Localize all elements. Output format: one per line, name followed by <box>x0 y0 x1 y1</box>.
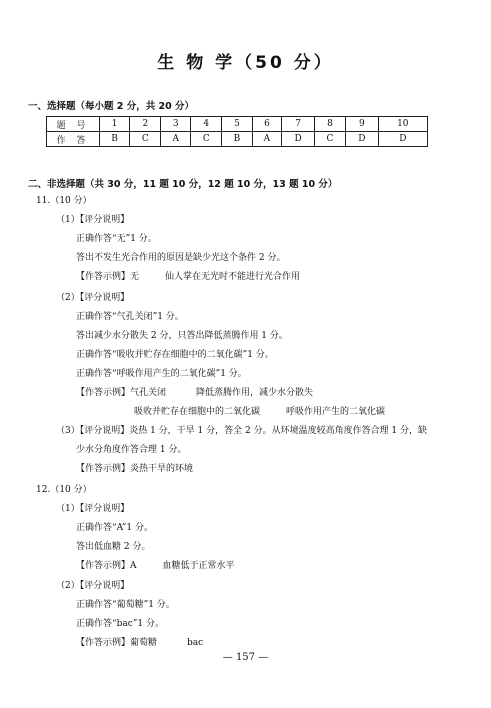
table-cell: A <box>161 132 191 147</box>
table-cell: 9 <box>346 117 379 132</box>
q11-part3-line: （3）【评分说明】炎热 1 分，干旱 1 分，答全 2 分。从环境温度较高角度作答合理 1 分，缺 <box>56 426 428 436</box>
example-answer: 呼吸作用产生的二氧化碳 <box>286 407 386 417</box>
question-11-heading: 11.（10 分） <box>36 196 92 206</box>
q12-part2-line: 正确作答“葡萄糖”1 分。 <box>76 600 175 610</box>
q11-part3-line: 少水分角度作答合理 1 分。 <box>76 445 187 455</box>
section-heading-choice: 一、选择题（每小题 2 分，共 20 分） <box>28 101 195 112</box>
q12-part1-line: 正确作答“A”1 分。 <box>76 523 153 533</box>
q11-part2-example-cont <box>134 406 385 418</box>
example-answer: 仙人掌在无光时不能进行光合作用 <box>165 272 301 282</box>
q11-part2-line: 答出减少水分散失 2 分，只答出降低蒸腾作用 1 分。 <box>76 331 288 341</box>
table-cell: 1 <box>100 117 130 132</box>
table-row-answers <box>47 132 428 147</box>
table-cell: 5 <box>222 117 252 132</box>
table-cell: 2 <box>130 117 161 132</box>
example-answer: bac <box>187 638 204 648</box>
q12-part2-line: 正确作答“bac”1 分。 <box>76 619 164 629</box>
q11-part1-line: 答出不发生光合作用的原因是缺少光这个条件 2 分。 <box>76 253 286 263</box>
table-cell: 7 <box>282 117 315 132</box>
example-label: 【作答示例】 <box>76 561 131 571</box>
table-cell: 6 <box>252 117 282 132</box>
table-cell: B <box>222 132 252 147</box>
example-label: 【作答示例】 <box>76 638 131 648</box>
q11-part1-heading: （1）【评分说明】 <box>56 215 130 225</box>
table-cell: 10 <box>378 117 427 132</box>
q11-part2-line: 正确作答“呼吸作用产生的二氧化碳”1 分。 <box>76 369 247 379</box>
q12-part2-heading: （2）【评分说明】 <box>56 581 130 591</box>
answer-table <box>46 116 428 147</box>
table-cell: D <box>378 132 427 147</box>
q11-part1-example <box>76 271 300 283</box>
example-answer: 血糖低于正常水平 <box>162 561 235 571</box>
page-title: 生 物 学（50 分） <box>157 53 334 73</box>
row-label-answer: 作 答 <box>47 132 100 147</box>
section-heading-nonchoice: 二、非选择题（共 30 分，11 题 10 分，12 题 10 分，13 题 10 分） <box>28 179 338 190</box>
example-answer: 降低蒸腾作用，减少水分散失 <box>196 388 314 398</box>
page-number: — 157 — <box>222 652 269 663</box>
example-answer: A <box>130 561 137 571</box>
table-cell: 3 <box>161 117 191 132</box>
q11-part2-line: 正确作答“吸收并贮存在细胞中的二氧化碳”1 分。 <box>76 350 274 360</box>
question-12-heading: 12.（10 分） <box>36 485 92 495</box>
table-cell: C <box>191 132 222 147</box>
table-cell: 4 <box>191 117 222 132</box>
q11-part1-line: 正确作答“无”1 分。 <box>76 234 157 244</box>
q12-part1-heading: （1）【评分说明】 <box>56 504 130 514</box>
example-label: 【作答示例】 <box>76 464 131 474</box>
q11-part2-example <box>76 387 313 399</box>
q12-part1-line: 答出低血糖 2 分。 <box>76 542 151 552</box>
q11-part3-example <box>76 463 193 475</box>
q12-part2-example <box>76 637 203 649</box>
table-cell: C <box>130 132 161 147</box>
q11-part2-heading: （2）【评分说明】 <box>56 293 130 303</box>
row-label-number: 题 号 <box>47 117 100 132</box>
example-label: 【作答示例】 <box>76 272 131 282</box>
table-cell: D <box>282 132 315 147</box>
example-answer: 无 <box>130 272 140 282</box>
table-cell: 8 <box>314 117 345 132</box>
table-cell: C <box>314 132 345 147</box>
example-answer: 炎热干旱的环境 <box>130 464 194 474</box>
table-row-numbers <box>47 117 428 132</box>
q12-part1-example <box>76 560 235 572</box>
table-cell: A <box>252 132 282 147</box>
table-cell: B <box>100 132 130 147</box>
example-answer: 吸收并贮存在细胞中的二氧化碳 <box>134 407 261 417</box>
example-label: 【作答示例】 <box>76 388 131 398</box>
q11-part2-line: 正确作答“气孔关闭”1 分。 <box>76 312 184 322</box>
table-cell: D <box>346 132 379 147</box>
example-answer: 气孔关闭 <box>130 388 167 398</box>
example-answer: 葡萄糖 <box>130 638 158 648</box>
